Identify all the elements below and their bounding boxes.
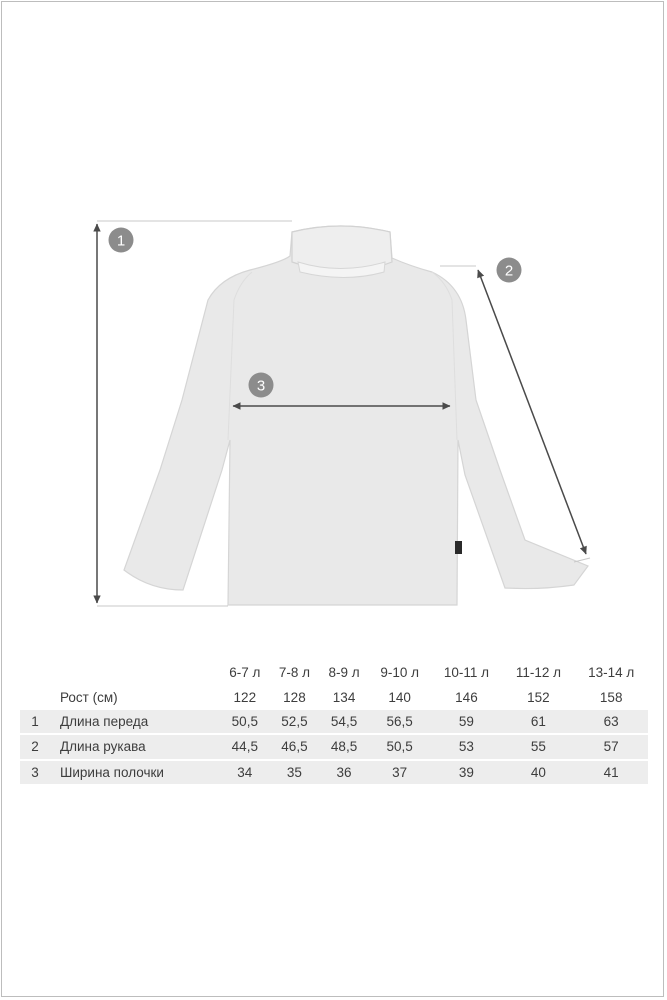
value-cell: 40 bbox=[502, 760, 574, 785]
marker-badge-1 bbox=[109, 228, 134, 253]
value-cell: 36 bbox=[319, 760, 369, 785]
value-cell: 54,5 bbox=[319, 710, 369, 735]
turtleneck-illustration bbox=[124, 222, 590, 605]
row-num-cell: 2 bbox=[20, 734, 50, 760]
table-row-front-length bbox=[20, 710, 648, 735]
value-cell: 46,5 bbox=[270, 734, 320, 760]
value-cell: 35 bbox=[270, 760, 320, 785]
value-cell: 146 bbox=[455, 690, 478, 706]
row-label-cell: Длина рукава bbox=[50, 734, 220, 760]
size-header-cell: 13-14 л bbox=[588, 664, 635, 680]
value-cell: 158 bbox=[599, 690, 623, 706]
marker-badge-2 bbox=[497, 258, 522, 283]
marker-badge-3 bbox=[249, 373, 274, 398]
value-cell: 52,5 bbox=[270, 710, 320, 735]
row-num-cell bbox=[20, 686, 50, 710]
guide-cuff bbox=[574, 558, 590, 562]
table-row-sleeve-length bbox=[20, 734, 648, 760]
value-cell: 59 bbox=[430, 710, 502, 735]
marker-badge-3-text: 3 bbox=[256, 377, 266, 395]
size-header-cell: 6-7 л bbox=[229, 664, 261, 680]
row-label-cell: Ширина полочки bbox=[50, 760, 220, 785]
size-header-row bbox=[20, 658, 648, 686]
value-cell: 152 bbox=[527, 690, 550, 706]
value-cell: 39 bbox=[430, 760, 502, 785]
value-cell: 55 bbox=[502, 734, 574, 760]
header-num-cell bbox=[20, 658, 50, 686]
height-row bbox=[20, 686, 648, 710]
size-header-cell: 11-12 л bbox=[515, 664, 561, 680]
marker-badge-2-text: 2 bbox=[504, 262, 514, 280]
garment-silhouette bbox=[124, 226, 588, 605]
value-cell: 61 bbox=[502, 710, 574, 735]
value-cell: 37 bbox=[369, 760, 431, 785]
header-label-cell bbox=[50, 658, 220, 686]
brand-tag bbox=[455, 541, 462, 554]
size-chart-table bbox=[20, 658, 648, 784]
value-cell: 140 bbox=[388, 690, 411, 706]
value-cell: 57 bbox=[574, 734, 648, 760]
table-row-chest-width bbox=[20, 760, 648, 785]
value-cell: 48,5 bbox=[319, 734, 369, 760]
size-header-cell: 8-9 л bbox=[328, 664, 360, 680]
size-header-cell: 7-8 л bbox=[278, 664, 310, 680]
value-cell: 63 bbox=[574, 710, 648, 735]
value-cell: 50,5 bbox=[220, 710, 270, 735]
value-cell: 56,5 bbox=[369, 710, 431, 735]
value-cell: 50,5 bbox=[369, 734, 431, 760]
row-label-cell: Рост (см) bbox=[60, 690, 118, 706]
value-cell: 44,5 bbox=[220, 734, 270, 760]
value-cell: 134 bbox=[332, 690, 356, 706]
value-cell: 122 bbox=[233, 690, 257, 706]
size-header-cell: 10-11 л bbox=[443, 664, 490, 680]
value-cell: 53 bbox=[430, 734, 502, 760]
row-num-cell: 1 bbox=[20, 710, 50, 735]
row-num-cell: 3 bbox=[20, 760, 50, 785]
value-cell: 41 bbox=[574, 760, 648, 785]
size-header-cell: 9-10 л bbox=[380, 664, 419, 680]
value-cell: 34 bbox=[220, 760, 270, 785]
row-label-cell: Длина переда bbox=[50, 710, 220, 735]
value-cell: 128 bbox=[283, 690, 306, 706]
marker-badge-1-text: 1 bbox=[116, 232, 126, 250]
